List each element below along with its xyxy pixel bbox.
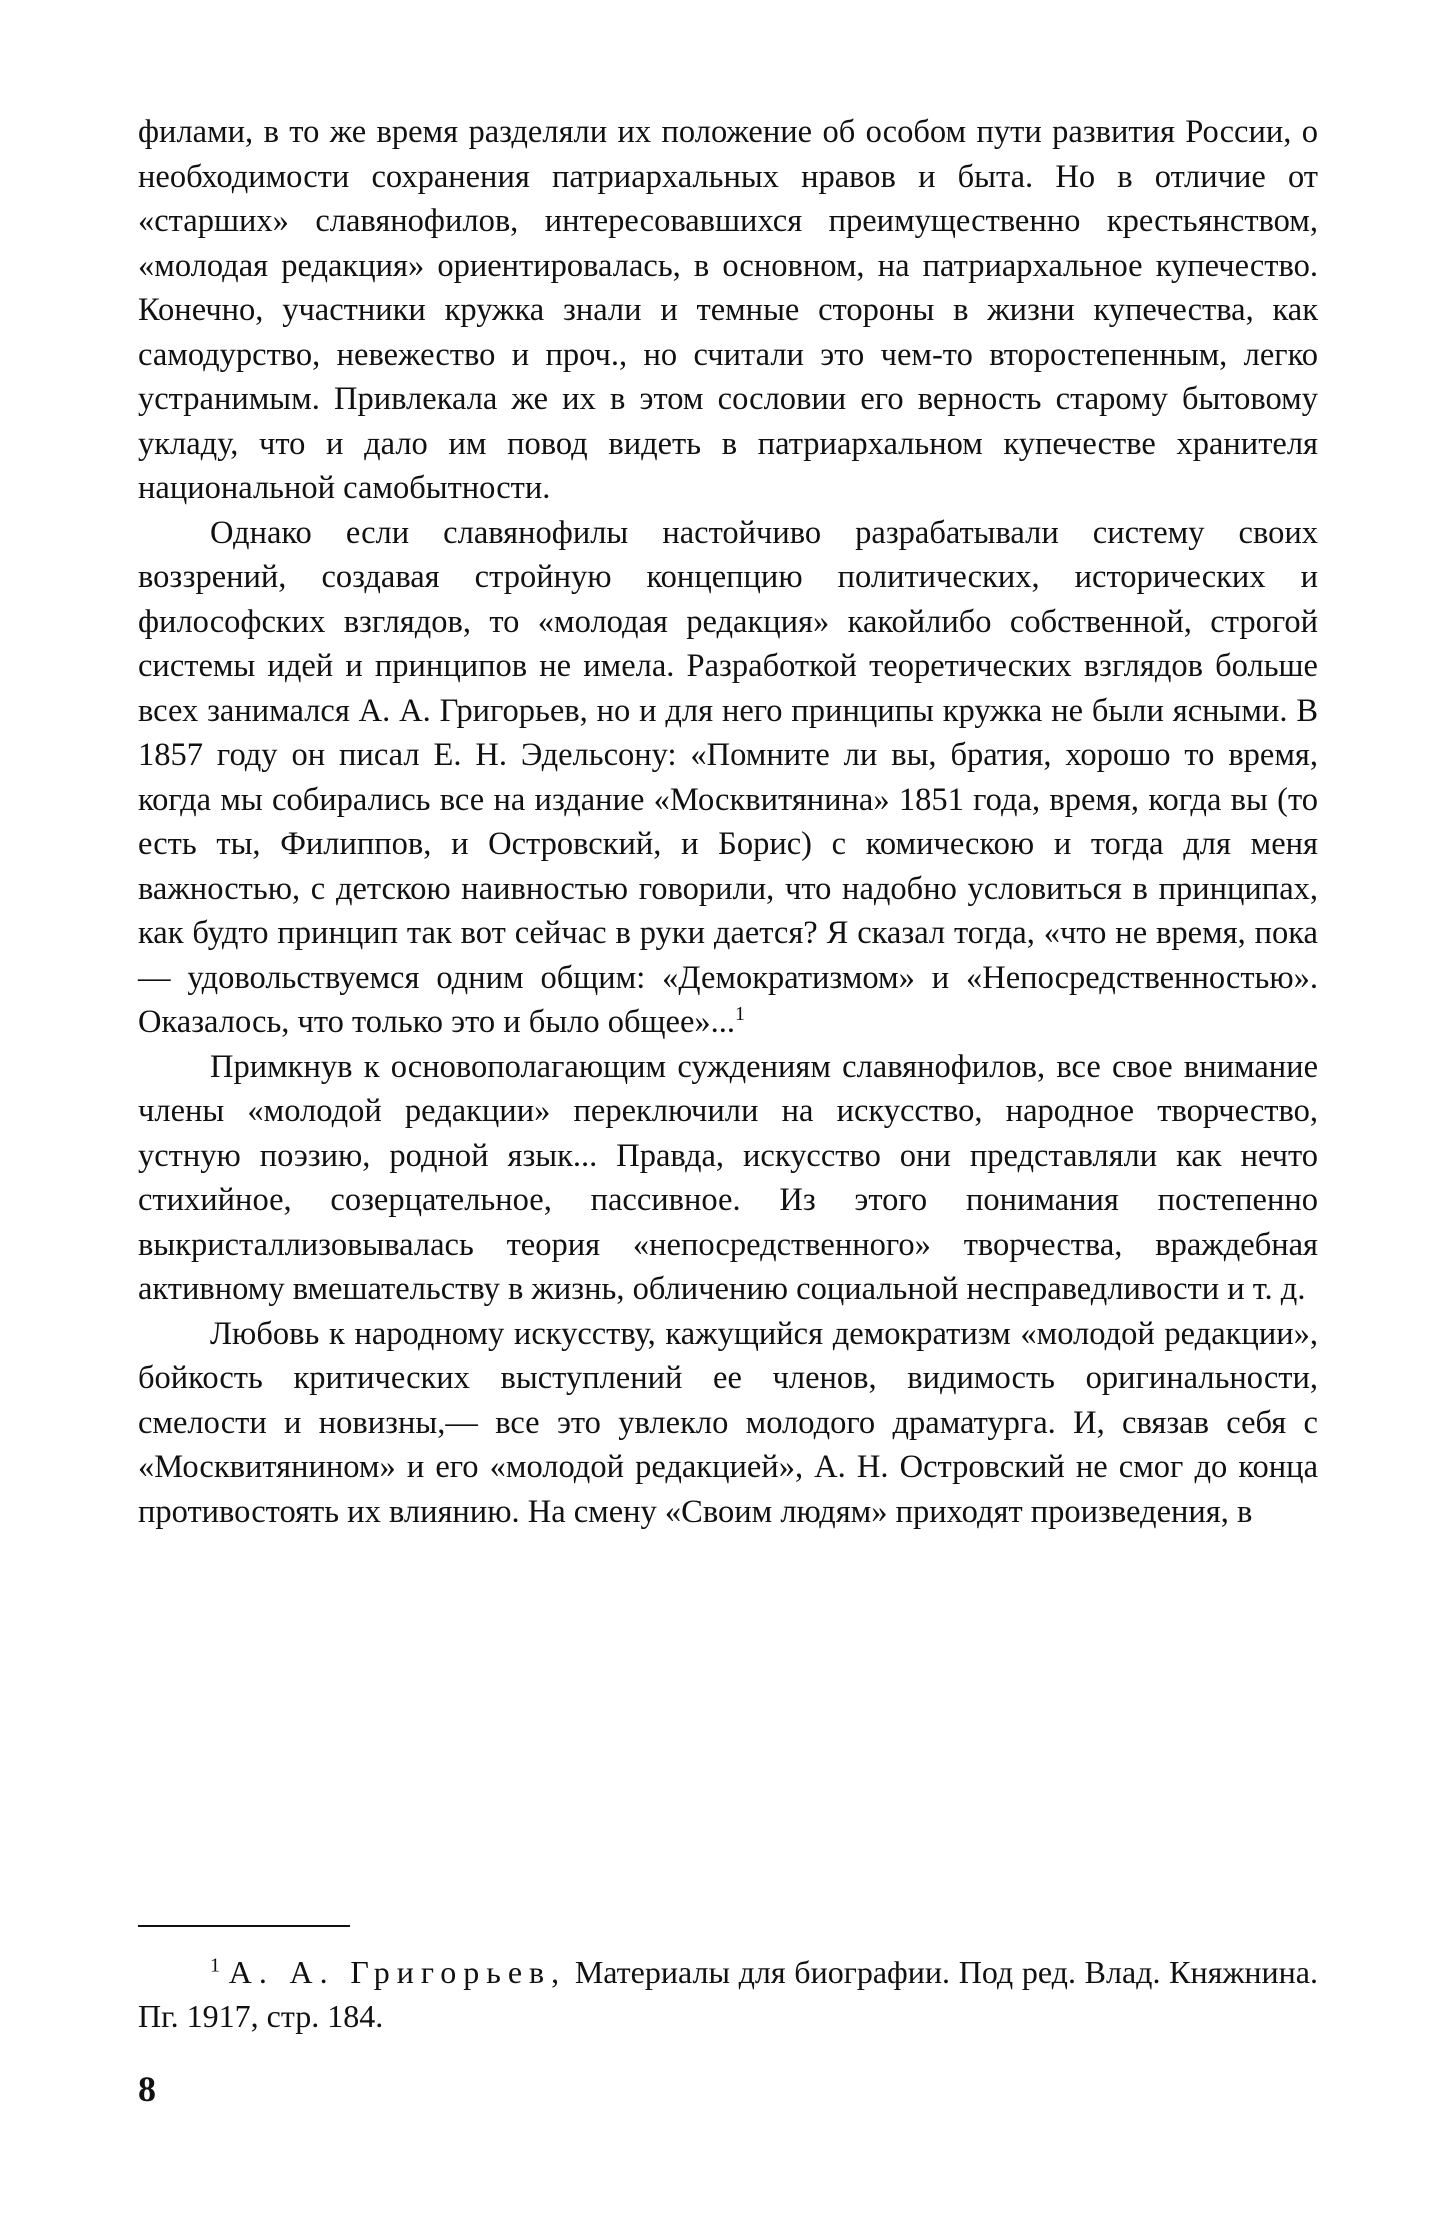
paragraph-2-text: Однако если славянофилы настойчиво разрабатывали систему своих воззрений, создавая стройную концепцию политических, исторических и философских взглядов, то «молодая редакция» какойлибо собственной, строгой системы идей и принципов не имела. Разработкой теоретических взглядов больше всех занимался А. А. Григорьев, но и для него принципы кружка не были ясными. В 1857 году он писал Е. Н. Эдельсону: «Помните ли вы, братия, хорошо то время, когда мы собирались все на издание «Москвитянина» 1851 года, время, когда вы (то есть ты, Филиппов, и Островский, и Борис) с комическою и тогда для меня важностью, с детскою наивностью говорили, что надобно условиться в принципах, как будто принцип так вот сейчас в руки дается? Я сказал тогда, «что не время, пока — удовольствуемся одним общим: «Демократизмом» и «Непосредственностью». Оказалось, что только это и было общее»... [138, 514, 1318, 1040]
page-body [138, 110, 1318, 1534]
paragraph-2 [138, 511, 1318, 1045]
footnotes [138, 1950, 1318, 2038]
footnote-1 [138, 1950, 1318, 2038]
footnote-reference: 1 [735, 1003, 746, 1026]
footnote-author: А. А. Григорьев, [228, 1954, 567, 1990]
footnote-text: Материалы для биографии. Под ред. Влад. Княжнина. Пг. 1917, стр. 184. [138, 1954, 1319, 2034]
footnote-divider [138, 1925, 350, 1927]
footnote-marker: 1 [210, 1954, 220, 1977]
paragraph-3: Примкнув к основополагающим суждениям славянофилов, все свое внимание члены «молодой редакции» переключили на искусство, народное творчество, устную поэзию, родной язык... Правда, искусство они представляли как нечто стихийное, созерцательное, пассивное. Из этого понимания постепенно выкристаллизовывалась теория «непосредственного» творчества, враждебная активному вмешательству в жизнь, обличению социальной несправедливости и т. д. [138, 1048, 1318, 1307]
paragraph-1: филами, в то же время разделяли их положение об особом пути развития России, о необходимости сохранения патриархальных нравов и быта. Но в отличие от «старших» славянофилов, интересовавшихся преимущественно крестьянством, «молодая редакция» ориентировалась, в основном, на патриархальное купечество. Конечно, участники кружка знали и темные стороны в жизни купечества, как самодурство, невежество и проч., но считали это чем-то второстепенным, легко устранимым. Привлекала же их в этом сословии его верность старому бытовому укладу, что и дало им повод видеть в патриархальном купечестве хранителя национальной самобытности. [138, 114, 1318, 506]
page-number: 8 [138, 2069, 156, 2109]
paragraph-4: Любовь к народному искусству, кажущийся демократизм «молодой редакции», бойкость критических выступлений ее членов, видимость оригинальности, смелости и новизны,— все это увлекло молодого драматурга. И, связав себя с «Москвитянином» и его «молодой редакцией», А. Н. Островский не смог до конца противостоять их влиянию. На смену «Своим людям» приходят произведения, в [138, 1315, 1318, 1530]
